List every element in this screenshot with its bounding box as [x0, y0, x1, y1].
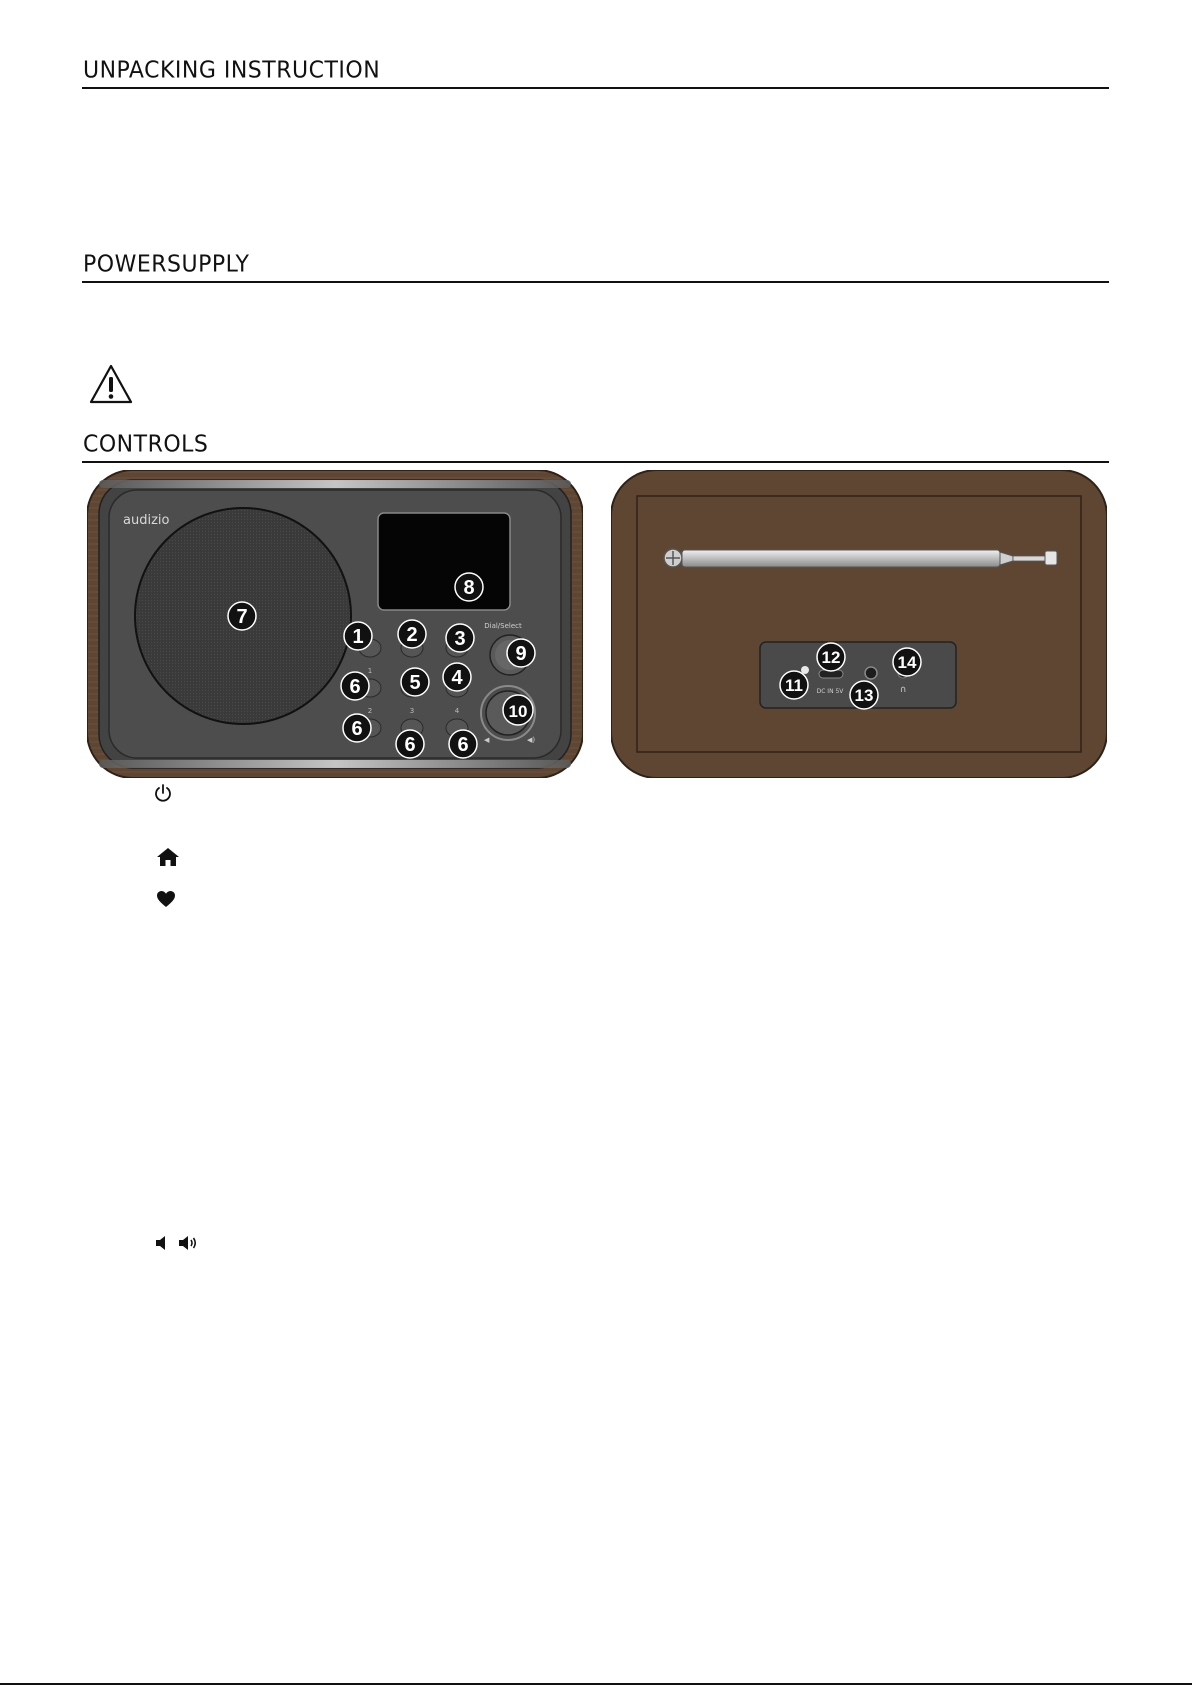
svg-text:8: 8 [463, 577, 475, 599]
preset-number-4: 4 [454, 707, 460, 715]
svg-text:9: 9 [515, 643, 527, 665]
power-rule [82, 281, 1109, 283]
callout-1 [344, 622, 372, 650]
svg-text:◀: ◀ [484, 736, 490, 744]
unpacking-heading: UNPACKING INSTRUCTION [83, 57, 381, 84]
callout-14 [893, 648, 921, 676]
callout-9 [507, 639, 535, 667]
radio-back-illustration [611, 470, 1107, 778]
callout-3 [446, 624, 474, 652]
callout-6a [341, 672, 369, 700]
callout-8 [455, 573, 483, 601]
svg-text:13: 13 [854, 686, 874, 705]
callout-6b [343, 714, 371, 742]
preset-number-2: 2 [367, 707, 373, 715]
svg-text:1: 1 [352, 626, 364, 648]
svg-text:6: 6 [457, 734, 469, 756]
controls-rule [82, 461, 1109, 463]
svg-text:3: 3 [454, 628, 466, 650]
svg-text:14: 14 [897, 653, 917, 672]
unpacking-rule [82, 87, 1109, 89]
svg-text:∩: ∩ [899, 685, 907, 695]
svg-text:5: 5 [409, 672, 421, 694]
svg-text:6: 6 [404, 734, 416, 756]
svg-text:◀): ◀) [527, 736, 536, 744]
svg-text:10: 10 [508, 702, 528, 721]
callout-11 [780, 671, 808, 699]
callout-2 [398, 620, 426, 648]
svg-text:6: 6 [351, 718, 363, 740]
power-icon [154, 783, 172, 803]
svg-text:12: 12 [821, 648, 841, 667]
port-label: DC IN 5V [816, 688, 844, 695]
preset-number-1: 1 [367, 667, 373, 675]
controls-heading: CONTROLS [83, 431, 209, 458]
callout-6c [396, 730, 424, 758]
knob-label: Dial/Select [484, 622, 522, 630]
callout-12 [817, 643, 845, 671]
antenna [664, 549, 1057, 567]
display-screen [378, 513, 510, 610]
radio-front-illustration [87, 470, 583, 778]
volume-up-icon [178, 1235, 198, 1251]
power-heading: POWERSUPPLY [83, 251, 250, 278]
volume-down-icon [155, 1235, 168, 1251]
callout-13 [850, 681, 878, 709]
warning-icon [88, 363, 134, 405]
svg-text:2: 2 [406, 624, 418, 646]
callout-6d [449, 730, 477, 758]
brand-logo: audizio [123, 513, 170, 528]
callout-4 [443, 663, 471, 691]
callout-5 [401, 668, 429, 696]
preset-number-3: 3 [409, 707, 415, 715]
callout-10 [503, 695, 533, 725]
svg-text:7: 7 [236, 606, 248, 628]
callout-7 [228, 602, 256, 630]
svg-text:4: 4 [451, 667, 463, 689]
heart-icon [156, 890, 176, 908]
home-icon [156, 847, 180, 867]
svg-text:6: 6 [349, 676, 361, 698]
svg-text:11: 11 [785, 676, 803, 695]
